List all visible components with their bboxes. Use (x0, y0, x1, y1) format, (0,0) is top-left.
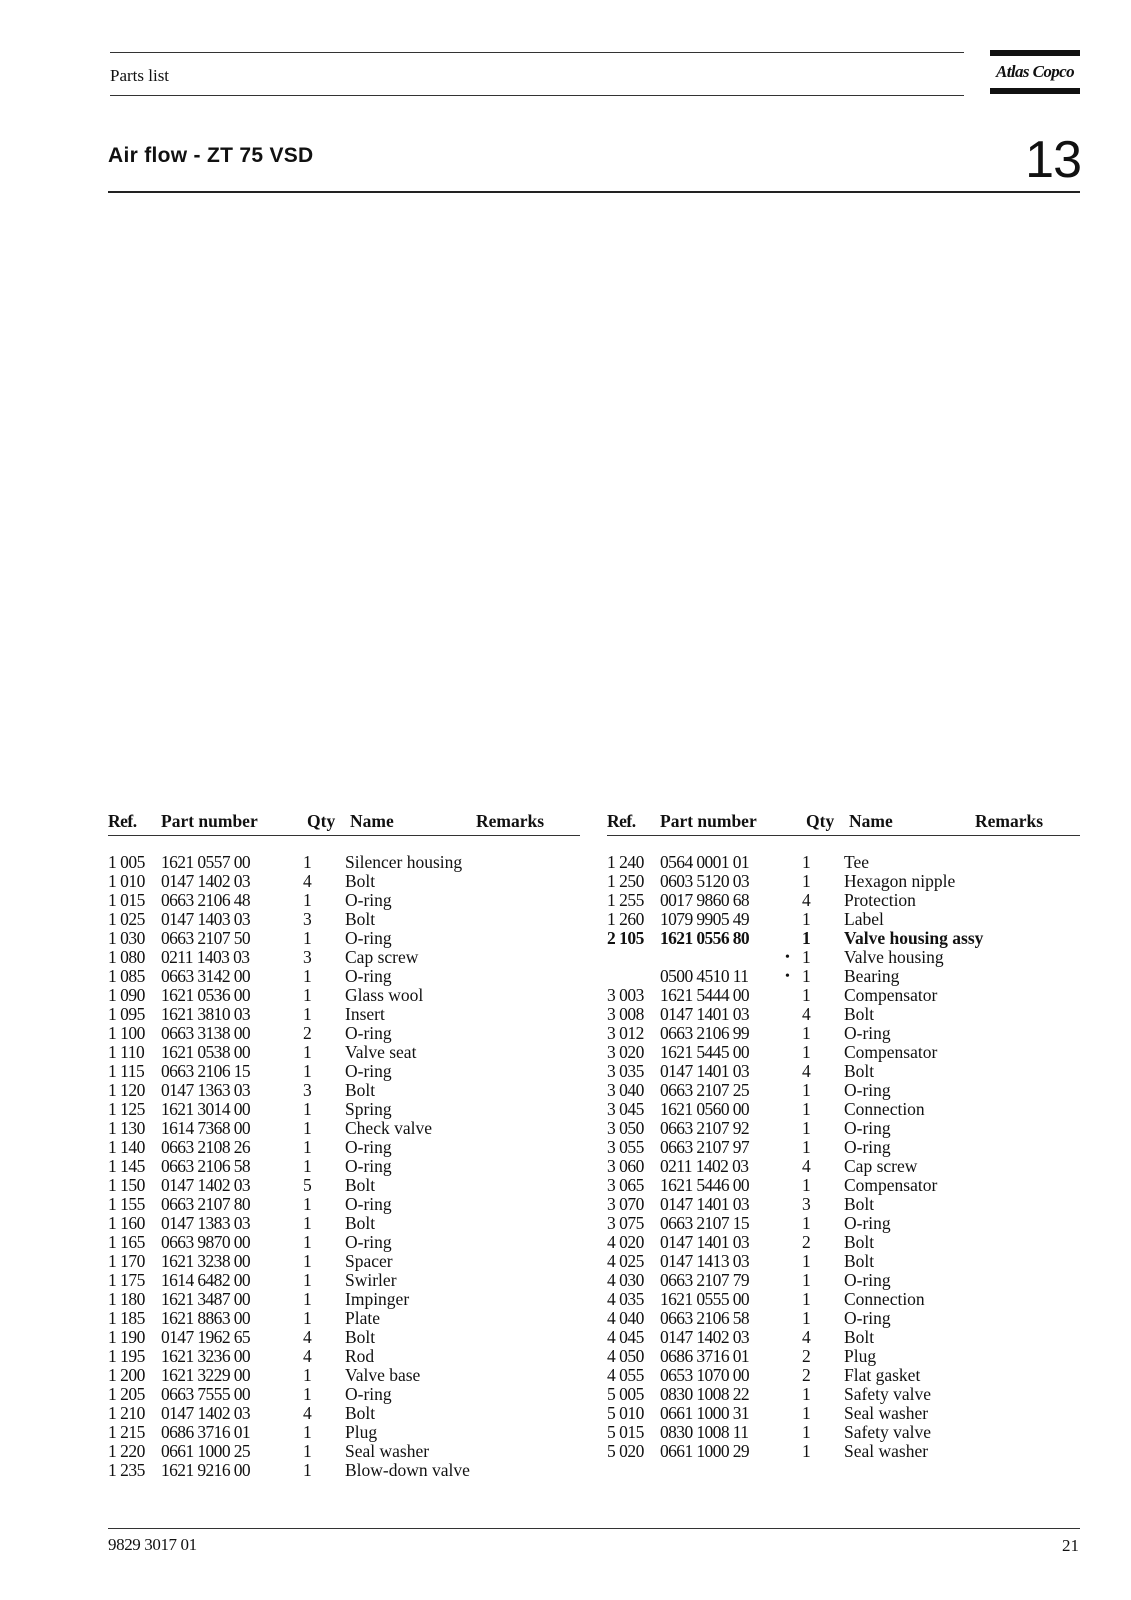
row-ref: 3 020 (607, 1042, 644, 1062)
section-number: 13 (1025, 131, 1081, 189)
row-part-number: 0663 2106 99 (660, 1023, 750, 1043)
row-ref: 4 040 (607, 1308, 644, 1328)
row-name: Bolt (345, 1327, 376, 1347)
row-qty: 1 (802, 871, 811, 891)
row-name: Cap screw (844, 1156, 918, 1176)
row-qty: 1 (802, 1042, 811, 1062)
header-part-number: Part number (161, 811, 258, 831)
row-qty: 4 (802, 1004, 811, 1024)
row-part-number: 0686 3716 01 (161, 1422, 251, 1442)
row-qty: 3 (303, 909, 312, 929)
row-qty: 1 (303, 1270, 312, 1290)
row-ref: 1 210 (108, 1403, 145, 1423)
row-name: Plug (345, 1422, 378, 1442)
row-part-number: 0663 2107 15 (660, 1213, 750, 1233)
logo-bar-bottom (990, 88, 1080, 94)
row-part-number: 0147 1363 03 (161, 1080, 251, 1100)
row-ref: 1 130 (108, 1118, 145, 1138)
row-qty: 1 (303, 1251, 312, 1271)
row-name: Label (844, 909, 884, 929)
row-name: Bolt (345, 871, 376, 891)
row-part-number: 0686 3716 01 (660, 1346, 750, 1366)
sub-item-bullet: • (785, 950, 790, 965)
table-header-rule (108, 835, 580, 836)
row-name: Seal washer (844, 1403, 929, 1423)
row-part-number: 0663 2106 58 (161, 1156, 251, 1176)
row-ref: 1 150 (108, 1175, 145, 1195)
row-name: O-ring (345, 890, 392, 910)
row-name: Impinger (345, 1289, 410, 1309)
row-qty: 1 (802, 1118, 811, 1138)
row-qty: 1 (303, 1422, 312, 1442)
row-qty: 2 (802, 1232, 811, 1252)
row-ref: 4 030 (607, 1270, 644, 1290)
row-qty: 1 (802, 1308, 811, 1328)
row-ref: 5 015 (607, 1422, 644, 1442)
row-part-number: 0147 1403 03 (161, 909, 251, 929)
row-qty: 1 (303, 1004, 312, 1024)
row-qty: 4 (802, 1156, 811, 1176)
header-ref: Ref. (108, 811, 137, 831)
row-ref: 1 240 (607, 852, 644, 872)
row-qty: 1 (802, 985, 811, 1005)
logo-text: Atlas Copco (996, 62, 1074, 81)
row-name: O-ring (844, 1308, 891, 1328)
row-name: Bolt (844, 1061, 875, 1081)
row-name: Bearing (844, 966, 900, 986)
row-part-number: 0663 2107 80 (161, 1194, 251, 1214)
row-qty: 1 (303, 1460, 312, 1480)
row-ref: 1 200 (108, 1365, 145, 1385)
row-name: Bolt (345, 909, 376, 929)
row-qty: 1 (802, 1137, 811, 1157)
row-ref: 1 025 (108, 909, 145, 929)
header-name: Name (350, 811, 394, 831)
parts-table-left (108, 811, 580, 1480)
row-part-number: 0661 1000 29 (660, 1441, 750, 1461)
row-part-number: 0147 1401 03 (660, 1232, 750, 1252)
row-qty: 1 (802, 1403, 811, 1423)
row-qty: 1 (303, 1118, 312, 1138)
row-name: Safety valve (844, 1384, 931, 1404)
row-name: O-ring (345, 1061, 392, 1081)
header-bottom-rule (110, 95, 964, 96)
row-qty: 3 (303, 947, 312, 967)
atlas-copco-logo (990, 50, 1080, 94)
row-ref: 3 055 (607, 1137, 644, 1157)
row-part-number: 1621 5444 00 (660, 985, 750, 1005)
row-qty: 1 (303, 1384, 312, 1404)
row-ref: 5 020 (607, 1441, 644, 1461)
row-part-number: 1614 6482 00 (161, 1270, 251, 1290)
row-part-number: 0211 1402 03 (660, 1156, 749, 1176)
page-number: 21 (1062, 1536, 1079, 1555)
row-name: Glass wool (345, 985, 424, 1005)
row-ref: 1 095 (108, 1004, 145, 1024)
row-ref: 1 080 (108, 947, 145, 967)
document-number: 9829 3017 01 (108, 1535, 197, 1554)
row-part-number: 0653 1070 00 (660, 1365, 750, 1385)
header-remarks: Remarks (975, 811, 1044, 831)
row-ref: 2 105 (607, 928, 644, 948)
row-name: Spring (345, 1099, 392, 1119)
section-title: Air flow - ZT 75 VSD (108, 144, 314, 167)
row-name: Compensator (844, 985, 938, 1005)
row-ref: 1 010 (108, 871, 145, 891)
row-ref: 1 160 (108, 1213, 145, 1233)
row-name: Compensator (844, 1175, 938, 1195)
row-ref: 1 255 (607, 890, 644, 910)
row-qty: 1 (802, 1422, 811, 1442)
row-name: Cap screw (345, 947, 419, 967)
row-ref: 3 075 (607, 1213, 644, 1233)
row-part-number: 1621 8863 00 (161, 1308, 251, 1328)
row-name: Plate (345, 1308, 380, 1328)
row-ref: 1 090 (108, 985, 145, 1005)
row-name: O-ring (345, 928, 392, 948)
row-ref: 3 035 (607, 1061, 644, 1081)
row-part-number: 1621 0538 00 (161, 1042, 251, 1062)
row-name: O-ring (345, 1023, 392, 1043)
row-ref: 1 145 (108, 1156, 145, 1176)
row-ref: 5 005 (607, 1384, 644, 1404)
row-name: O-ring (345, 1232, 392, 1252)
row-part-number: 0147 1402 03 (161, 871, 251, 891)
row-name: Bolt (844, 1194, 875, 1214)
row-name: Safety valve (844, 1422, 931, 1442)
row-name: O-ring (345, 1384, 392, 1404)
row-name: Plug (844, 1346, 877, 1366)
row-part-number: 1621 3487 00 (161, 1289, 251, 1309)
parts-table-right (607, 811, 1080, 1461)
row-name: Spacer (345, 1251, 393, 1271)
row-qty: 4 (303, 1327, 312, 1347)
row-ref: 1 205 (108, 1384, 145, 1404)
header-qty: Qty (806, 811, 835, 831)
row-ref: 1 100 (108, 1023, 145, 1043)
row-part-number: 0147 1962 65 (161, 1327, 251, 1347)
row-qty: 2 (802, 1365, 811, 1385)
row-qty: 1 (802, 1251, 811, 1271)
row-qty: 1 (802, 1270, 811, 1290)
header-ref: Ref. (607, 811, 636, 831)
row-qty: 1 (303, 1289, 312, 1309)
row-ref: 4 055 (607, 1365, 644, 1385)
row-qty: 1 (303, 1365, 312, 1385)
row-ref: 3 045 (607, 1099, 644, 1119)
row-part-number: 1621 3238 00 (161, 1251, 251, 1271)
row-name: Bolt (345, 1213, 376, 1233)
row-ref: 1 005 (108, 852, 145, 872)
row-ref: 1 085 (108, 966, 145, 986)
row-ref: 1 120 (108, 1080, 145, 1100)
row-name: Hexagon nipple (844, 871, 956, 891)
row-qty: 1 (303, 852, 312, 872)
header-part-number: Part number (660, 811, 757, 831)
row-part-number: 0663 2107 92 (660, 1118, 750, 1138)
row-qty: 1 (802, 1080, 811, 1100)
row-qty: 1 (303, 985, 312, 1005)
row-ref: 1 195 (108, 1346, 145, 1366)
sub-item-bullet: • (785, 969, 790, 984)
header-top-rule (110, 52, 964, 53)
row-part-number: 1621 3810 03 (161, 1004, 251, 1024)
row-qty: 1 (303, 1232, 312, 1252)
row-name: Silencer housing (345, 852, 463, 872)
row-qty: 1 (303, 1099, 312, 1119)
row-part-number: 0663 2106 48 (161, 890, 251, 910)
row-ref: 1 215 (108, 1422, 145, 1442)
row-qty: 4 (303, 1346, 312, 1366)
row-name: Bolt (345, 1175, 376, 1195)
row-qty: 3 (303, 1080, 312, 1100)
row-name: Valve base (345, 1365, 421, 1385)
row-qty: 1 (303, 1061, 312, 1081)
row-ref: 1 250 (607, 871, 644, 891)
row-ref: 1 185 (108, 1308, 145, 1328)
row-qty: 1 (802, 1099, 811, 1119)
row-part-number: 1621 0556 80 (660, 928, 750, 948)
row-qty: 1 (303, 966, 312, 986)
row-ref: 1 015 (108, 890, 145, 910)
row-name: Connection (844, 1289, 925, 1309)
row-ref: 4 025 (607, 1251, 644, 1271)
row-ref: 3 065 (607, 1175, 644, 1195)
row-qty: 4 (303, 871, 312, 891)
header-remarks: Remarks (476, 811, 545, 831)
row-ref: 4 020 (607, 1232, 644, 1252)
row-part-number: 1614 7368 00 (161, 1118, 251, 1138)
row-name: O-ring (345, 1156, 392, 1176)
row-ref: 1 030 (108, 928, 145, 948)
row-name: Seal washer (345, 1441, 430, 1461)
row-ref: 1 170 (108, 1251, 145, 1271)
table-header (108, 811, 580, 835)
row-qty: 1 (802, 1441, 811, 1461)
row-name: O-ring (345, 1194, 392, 1214)
row-ref: 3 050 (607, 1118, 644, 1138)
row-qty: 1 (303, 1194, 312, 1214)
row-name: Blow-down valve (345, 1460, 470, 1480)
row-name: O-ring (844, 1023, 891, 1043)
row-qty: 1 (802, 909, 811, 929)
row-part-number: 0147 1402 03 (660, 1327, 750, 1347)
row-name: O-ring (844, 1118, 891, 1138)
row-ref: 3 012 (607, 1023, 644, 1043)
row-part-number: 0663 2106 58 (660, 1308, 750, 1328)
logo-bar-top (990, 50, 1080, 56)
row-part-number: 1621 0560 00 (660, 1099, 750, 1119)
table-header-rule (607, 835, 1080, 836)
row-name: O-ring (844, 1080, 891, 1100)
row-ref: 1 125 (108, 1099, 145, 1119)
row-qty: 2 (303, 1023, 312, 1043)
row-qty: 1 (303, 890, 312, 910)
section-rule (108, 191, 1080, 193)
header-qty: Qty (307, 811, 336, 831)
row-name: Valve housing assy (844, 928, 984, 948)
row-name: Seal washer (844, 1441, 929, 1461)
row-name: Flat gasket (844, 1365, 921, 1385)
row-qty: 1 (802, 1289, 811, 1309)
row-part-number: 1621 3236 00 (161, 1346, 251, 1366)
header-label: Parts list (110, 66, 170, 85)
row-ref: 3 003 (607, 985, 644, 1005)
row-part-number: 0663 2107 50 (161, 928, 251, 948)
row-name: Bolt (844, 1232, 875, 1252)
row-part-number: 0663 7555 00 (161, 1384, 251, 1404)
row-qty: 1 (303, 1213, 312, 1233)
row-part-number: 0663 3142 00 (161, 966, 251, 986)
header-name: Name (849, 811, 893, 831)
row-qty: 1 (802, 852, 811, 872)
row-qty: 1 (303, 928, 312, 948)
row-ref: 1 155 (108, 1194, 145, 1214)
row-part-number: 0147 1402 03 (161, 1403, 251, 1423)
row-name: Bolt (345, 1080, 376, 1100)
row-ref: 1 175 (108, 1270, 145, 1290)
row-ref: 1 140 (108, 1137, 145, 1157)
row-part-number: 0830 1008 11 (660, 1422, 749, 1442)
row-qty: 2 (802, 1346, 811, 1366)
row-name: Valve seat (345, 1042, 417, 1062)
row-part-number: 0147 1402 03 (161, 1175, 251, 1195)
row-qty: 1 (303, 1042, 312, 1062)
row-ref: 1 115 (108, 1061, 145, 1081)
row-part-number: 0147 1413 03 (660, 1251, 750, 1271)
row-qty: 1 (802, 928, 811, 948)
row-name: Rod (345, 1346, 375, 1366)
row-part-number: 0661 1000 25 (161, 1441, 251, 1461)
row-part-number: 0500 4510 11 (660, 966, 749, 986)
row-name: Bolt (345, 1403, 376, 1423)
row-name: Bolt (844, 1004, 875, 1024)
row-part-number: 0663 2107 79 (660, 1270, 750, 1290)
row-name: O-ring (345, 966, 392, 986)
row-ref: 4 050 (607, 1346, 644, 1366)
row-qty: 1 (303, 1156, 312, 1176)
row-part-number: 0147 1401 03 (660, 1061, 750, 1081)
row-part-number: 1621 0536 00 (161, 985, 251, 1005)
row-ref: 1 180 (108, 1289, 145, 1309)
row-part-number: 0830 1008 22 (660, 1384, 750, 1404)
row-part-number: 0211 1403 03 (161, 947, 250, 967)
row-qty: 1 (303, 1308, 312, 1328)
row-ref: 3 070 (607, 1194, 644, 1214)
row-ref: 3 040 (607, 1080, 644, 1100)
row-part-number: 0663 2108 26 (161, 1137, 251, 1157)
row-name: Swirler (345, 1270, 397, 1290)
row-part-number: 0663 2107 97 (660, 1137, 750, 1157)
row-part-number: 1621 0555 00 (660, 1289, 750, 1309)
row-part-number: 1621 5446 00 (660, 1175, 750, 1195)
row-part-number: 0663 2106 15 (161, 1061, 251, 1081)
row-qty: 4 (802, 1327, 811, 1347)
row-ref: 1 220 (108, 1441, 145, 1461)
row-part-number: 0603 5120 03 (660, 871, 750, 891)
row-part-number: 0663 9870 00 (161, 1232, 251, 1252)
row-name: Protection (844, 890, 916, 910)
row-part-number: 1621 9216 00 (161, 1460, 251, 1480)
row-qty: 1 (802, 947, 811, 967)
row-part-number: 0147 1383 03 (161, 1213, 251, 1233)
row-part-number: 0017 9860 68 (660, 890, 750, 910)
footer-rule (108, 1528, 1080, 1529)
row-qty: 4 (303, 1403, 312, 1423)
row-qty: 1 (802, 1213, 811, 1233)
row-part-number: 1079 9905 49 (660, 909, 750, 929)
row-name: Check valve (345, 1118, 432, 1138)
row-part-number: 0147 1401 03 (660, 1194, 750, 1214)
row-name: Bolt (844, 1251, 875, 1271)
row-name: O-ring (844, 1270, 891, 1290)
row-ref: 1 190 (108, 1327, 145, 1347)
row-ref: 1 110 (108, 1042, 145, 1062)
row-name: Valve housing (844, 947, 944, 967)
row-name: O-ring (345, 1137, 392, 1157)
row-part-number: 0661 1000 31 (660, 1403, 750, 1423)
row-qty: 5 (303, 1175, 312, 1195)
row-name: Connection (844, 1099, 925, 1119)
row-qty: 4 (802, 890, 811, 910)
row-ref: 1 235 (108, 1460, 145, 1480)
row-part-number: 1621 3229 00 (161, 1365, 251, 1385)
row-name: Insert (345, 1004, 385, 1024)
row-name: Compensator (844, 1042, 938, 1062)
row-name: Bolt (844, 1327, 875, 1347)
row-part-number: 0564 0001 01 (660, 852, 750, 872)
row-qty: 3 (802, 1194, 811, 1214)
row-qty: 1 (802, 966, 811, 986)
row-name: O-ring (844, 1213, 891, 1233)
row-ref: 1 165 (108, 1232, 145, 1252)
row-qty: 4 (802, 1061, 811, 1081)
row-ref: 5 010 (607, 1403, 644, 1423)
row-qty: 1 (303, 1137, 312, 1157)
row-ref: 3 060 (607, 1156, 644, 1176)
row-part-number: 0147 1401 03 (660, 1004, 750, 1024)
row-ref: 3 008 (607, 1004, 644, 1024)
row-qty: 1 (303, 1441, 312, 1461)
row-name: Tee (844, 852, 870, 872)
row-part-number: 1621 0557 00 (161, 852, 251, 872)
table-header (607, 811, 1080, 835)
row-qty: 1 (802, 1023, 811, 1043)
row-ref: 4 035 (607, 1289, 644, 1309)
row-qty: 1 (802, 1384, 811, 1404)
row-part-number: 1621 3014 00 (161, 1099, 251, 1119)
row-part-number: 0663 2107 25 (660, 1080, 750, 1100)
row-qty: 1 (802, 1175, 811, 1195)
row-ref: 1 260 (607, 909, 644, 929)
row-part-number: 0663 3138 00 (161, 1023, 251, 1043)
row-part-number: 1621 5445 00 (660, 1042, 750, 1062)
row-name: O-ring (844, 1137, 891, 1157)
row-ref: 4 045 (607, 1327, 644, 1347)
